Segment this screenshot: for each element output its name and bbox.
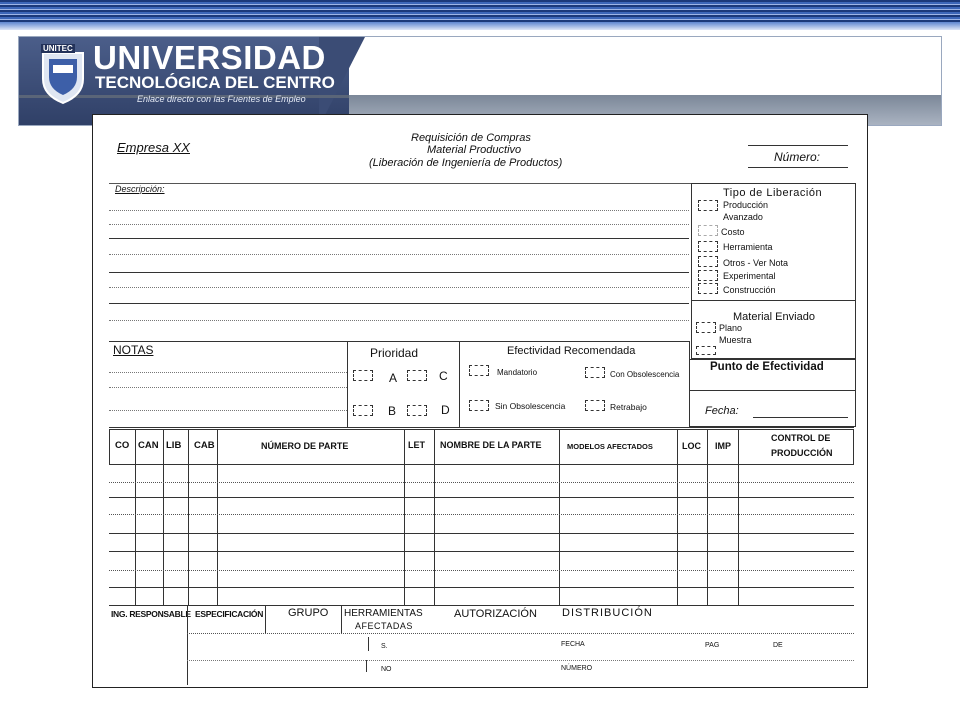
col-can: CAN	[138, 440, 159, 451]
footer-affected: AFECTADAS	[355, 621, 413, 631]
mandatory-label: Mandatorio	[497, 368, 538, 377]
effect-point-title: Punto de Efectividad	[710, 361, 824, 373]
col-part-number: NÚMERO DE PARTE	[261, 441, 349, 451]
release-item-otros: Otros - Ver Nota	[723, 258, 789, 268]
priority-a-checkbox[interactable]	[353, 370, 373, 381]
purchase-requisition-form	[92, 114, 868, 688]
priority-d-checkbox[interactable]	[407, 405, 427, 416]
rework-checkbox[interactable]	[585, 400, 605, 411]
number-label: Número:	[774, 150, 821, 164]
without-obsolescence-checkbox[interactable]	[469, 400, 489, 411]
checkbox-otros[interactable]	[698, 256, 718, 267]
brand-title: UNIVERSIDAD	[93, 39, 326, 76]
top-stripes	[0, 0, 960, 30]
footer-tools: HERRAMIENTAS	[344, 608, 423, 619]
checkbox-experimental[interactable]	[698, 270, 718, 281]
priority-c-label: C	[439, 369, 448, 383]
checkbox-plano[interactable]	[696, 322, 716, 333]
col-loc: LOC	[682, 441, 701, 451]
checkbox-produccion[interactable]	[698, 200, 718, 211]
material-sent-title: Material Enviado	[733, 311, 815, 323]
release-item-experimental: Experimental	[723, 271, 776, 281]
footer-of: DE	[773, 642, 783, 649]
release-type-title: Tipo de Liberación	[723, 187, 823, 199]
footer-no: NO	[381, 666, 392, 673]
priority-a-label: A	[389, 371, 398, 385]
col-part-name: NOMBRE DE LA PARTE	[440, 440, 542, 450]
checkbox-muestra[interactable]	[696, 346, 716, 355]
with-obsolescence-checkbox[interactable]	[585, 367, 605, 378]
col-models: MODELOS AFECTADOS	[567, 442, 653, 451]
col-lib: LIB	[166, 440, 182, 451]
checkbox-costo[interactable]	[698, 225, 718, 236]
unitec-badge: UNITEC	[43, 44, 73, 53]
col-let: LET	[408, 440, 425, 450]
footer-date: FECHA	[561, 641, 585, 648]
priority-title: Prioridad	[370, 346, 419, 360]
brand-subtitle: TECNOLÓGICA DEL CENTRO	[95, 73, 335, 92]
effect-date-label: Fecha:	[705, 405, 739, 417]
form-heading-1: Requisición de Compras	[411, 132, 531, 144]
without-obsolescence-label: Sin Obsolescencia	[495, 401, 566, 411]
header-banner	[18, 36, 942, 126]
description-label: Descripción:	[115, 184, 165, 194]
footer-specification: ESPECIFICACIÓN	[195, 609, 264, 619]
priority-b-checkbox[interactable]	[353, 405, 373, 416]
material-item-muestra: Muestra	[719, 335, 752, 345]
col-control-1: CONTROL DE	[771, 433, 831, 443]
footer-distribution: DISTRIBUCIÓN	[562, 607, 653, 619]
col-imp: IMP	[715, 441, 732, 451]
release-item-costo: Costo	[721, 227, 745, 237]
effectiveness-title: Efectividad Recomendada	[507, 345, 636, 357]
priority-d-label: D	[441, 403, 450, 417]
release-item-construccion: Construcción	[723, 285, 776, 295]
notes-label: NOTAS	[113, 343, 154, 357]
checkbox-herramienta[interactable]	[698, 241, 718, 252]
footer-group: GRUPO	[288, 607, 329, 619]
release-item-avanzado: Avanzado	[723, 212, 763, 222]
material-item-plano: Plano	[719, 323, 743, 333]
company-name: Empresa XX	[117, 140, 190, 155]
footer-page: PAG	[705, 642, 720, 649]
col-co: CO	[115, 440, 130, 451]
priority-b-label: B	[388, 404, 397, 418]
footer-responsible: ING. RESPONSABLE	[111, 609, 191, 619]
release-item-produccion: Producción	[723, 200, 769, 210]
priority-c-checkbox[interactable]	[407, 370, 427, 381]
brand-tagline: Enlace directo con las Fuentes de Empleo	[137, 94, 306, 104]
release-item-herramienta: Herramienta	[723, 242, 773, 252]
checkbox-construccion[interactable]	[698, 283, 718, 294]
form-heading-3: (Liberación de Ingeniería de Productos)	[369, 157, 563, 169]
footer-number: NÚMERO	[561, 665, 593, 672]
mandatory-checkbox[interactable]	[469, 365, 489, 376]
footer-yes: S.	[381, 643, 388, 650]
col-cab: CAB	[194, 440, 215, 451]
with-obsolescence-label: Con Obsolescencia	[610, 370, 680, 379]
rework-label: Retrabajo	[610, 402, 647, 412]
form-heading-2: Material Productivo	[427, 144, 522, 156]
col-control-2: PRODUCCIÓN	[771, 448, 833, 458]
footer-authorization: AUTORIZACIÓN	[454, 608, 537, 620]
